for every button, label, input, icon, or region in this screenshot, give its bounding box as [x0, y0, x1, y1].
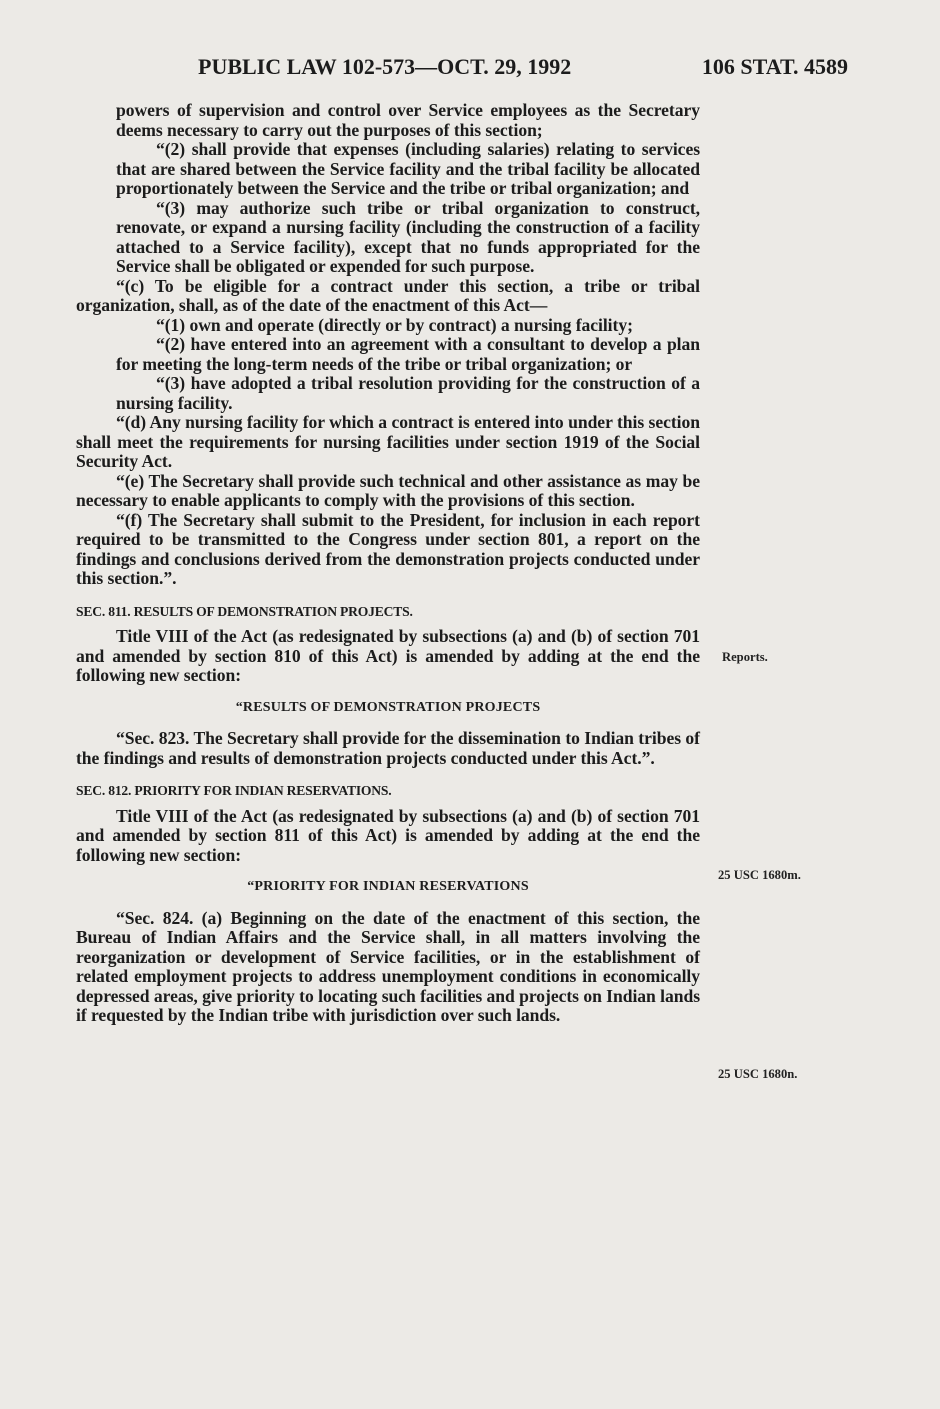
paragraph-b2: “(2) shall provide that expenses (including salaries) relating to services that are shared between the Service facility and the tribal facility be allocated proportionately between the Service and the tribe or tribal organization; and	[116, 139, 700, 198]
paragraph-d: “(d) Any nursing facility for which a contract is entered into under this section shall meet the requirements for nursing facilities under section 1919 of the Social Security Act.	[76, 412, 700, 471]
paragraph-c1: “(1) own and operate (directly or by contract) a nursing facility;	[156, 314, 633, 335]
paragraph-e: “(e) The Secretary shall provide such technical and other assistance as may be necessary to enable applicants to comply with the provisions of this section.	[76, 470, 700, 510]
paragraph-c3: “(3) have adopted a tribal resolution providing for the construction of a nursing facility.	[116, 373, 700, 413]
section-823-body: The Secretary shall provide for the dissemination to Indian tribes of the findings and results of demonstration projects conducted under this Act.”.	[76, 728, 700, 768]
margin-note-reports: Reports.	[722, 650, 768, 664]
paragraph-c2: “(2) have entered into an agreement with a consultant to develop a plan for meeting the long-term needs of the tribe or tribal organization; or	[116, 334, 700, 374]
margin-note-usc-1680m: 25 USC 1680m.	[718, 868, 801, 882]
results-heading: “RESULTS OF DEMONSTRATION PROJECTS	[235, 699, 541, 715]
section-811-text: Title VIII of the Act (as redesignated by subsections (a) and (b) of section 701 and amended by section 810 of this Act) is amended by adding at the end the following new section:	[76, 626, 700, 685]
section-824-text	[76, 909, 700, 1026]
priority-heading: “PRIORITY FOR INDIAN RESERVATIONS	[247, 879, 529, 894]
section-823-label: “Sec. 823.	[116, 728, 190, 748]
statute-page-number: 106 STAT. 4589	[701, 54, 848, 79]
page-header	[198, 54, 848, 84]
section-823-text	[76, 729, 700, 768]
public-law-citation: PUBLIC LAW 102-573—OCT. 29, 1992	[198, 54, 572, 79]
paragraph-b3: “(3) may authorize such tribe or tribal organization to construct, renovate, or expand a nursing facility (including the construction of a facility attached to a Service facility), except that no funds appropriated for the Service shall be obligated or expended for such purpose.	[116, 197, 700, 276]
section-812-heading: SEC. 812. PRIORITY FOR INDIAN RESERVATIONS.	[76, 783, 392, 798]
margin-note-usc-1680n: 25 USC 1680n.	[718, 1067, 798, 1081]
document-body	[76, 101, 700, 1026]
section-811-heading: SEC. 811. RESULTS OF DEMONSTRATION PROJECTS.	[76, 603, 413, 619]
paragraph-f: “(f) The Secretary shall submit to the President, for inclusion in each report required to be transmitted to the Congress under section 801, a report on the findings and conclusions derived from the demonstration projects conducted under this section.”.	[76, 509, 700, 588]
section-812-text: Title VIII of the Act (as redesignated by subsections (a) and (b) of section 701 and amended by section 811 of this Act) is amended by adding at the end the following new section:	[76, 805, 700, 865]
section-824-label: “Sec. 824.	[116, 907, 194, 928]
paragraph-continuation: powers of supervision and control over Service employees as the Secretary deems necessary to carry out the purposes of this section;	[116, 100, 700, 140]
section-824-body: (a) Beginning on the date of the enactment of this section, the Bureau of Indian Affairs and the Service shall, in all matters involving the reorganization or development of Service facilities, or in the establishment of related employment projects to address unemployment conditions in economically depressed areas, give priority to locating such facilities and projects on Indian lands if requested by the Indian tribe with jurisdiction over such lands.	[76, 907, 700, 1025]
paragraph-c: “(c) To be eligible for a contract under this section, a tribe or tribal organization, shall, as of the date of the enactment of this Act—	[76, 275, 700, 315]
